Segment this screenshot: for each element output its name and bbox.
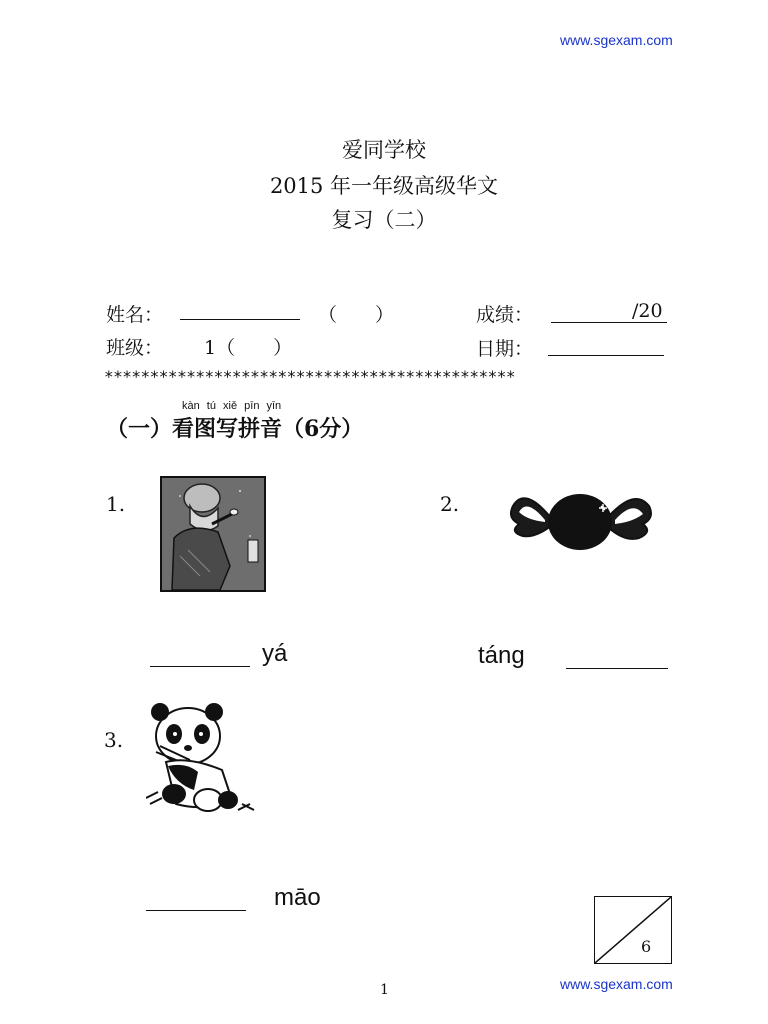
- question-3-pinyin: māo: [274, 884, 321, 911]
- question-3-blank[interactable]: [146, 910, 246, 911]
- class-label: 班级：: [106, 337, 164, 359]
- question-2-pinyin: táng: [478, 642, 525, 669]
- name-blank[interactable]: [180, 319, 300, 320]
- candy-icon: [505, 476, 655, 566]
- school-title: 爱同学校: [342, 138, 426, 162]
- star-divider: *********************************************: [104, 367, 515, 386]
- score-total: /20: [632, 300, 663, 322]
- review-title: 复习（二）: [331, 208, 437, 232]
- score-blank[interactable]: [551, 322, 667, 323]
- score-box-value: 6: [641, 937, 652, 956]
- section1-pinyin: kàn tú xiě pīn yīn: [182, 400, 282, 412]
- site-link-bottom[interactable]: www.sgexam.com: [560, 976, 673, 992]
- section1-title: （一）看图写拼音（6分）: [106, 416, 364, 442]
- question-2-number: 2.: [440, 492, 460, 516]
- question-1-blank[interactable]: [150, 666, 250, 667]
- class-value: 1（ ）: [204, 337, 293, 359]
- date-blank[interactable]: [548, 355, 664, 356]
- name-number-paren: （ ）: [318, 304, 395, 326]
- question-1-number: 1.: [106, 492, 126, 516]
- score-box-diagonal: [595, 897, 671, 963]
- course-title: 2015 年一年级高级华文: [269, 174, 499, 198]
- question-2-blank[interactable]: [566, 668, 668, 669]
- score-label: 成绩：: [476, 304, 534, 326]
- page-number: 1: [380, 982, 389, 998]
- panda-icon: [146, 700, 256, 816]
- question-1-pinyin: yá: [262, 640, 288, 667]
- toothbrushing-boy-icon: [160, 476, 266, 592]
- question-3-number: 3.: [104, 728, 124, 752]
- score-box: [594, 896, 672, 964]
- date-label: 日期：: [476, 338, 534, 360]
- site-link-top[interactable]: www.sgexam.com: [560, 32, 673, 48]
- name-label: 姓名：: [106, 304, 164, 326]
